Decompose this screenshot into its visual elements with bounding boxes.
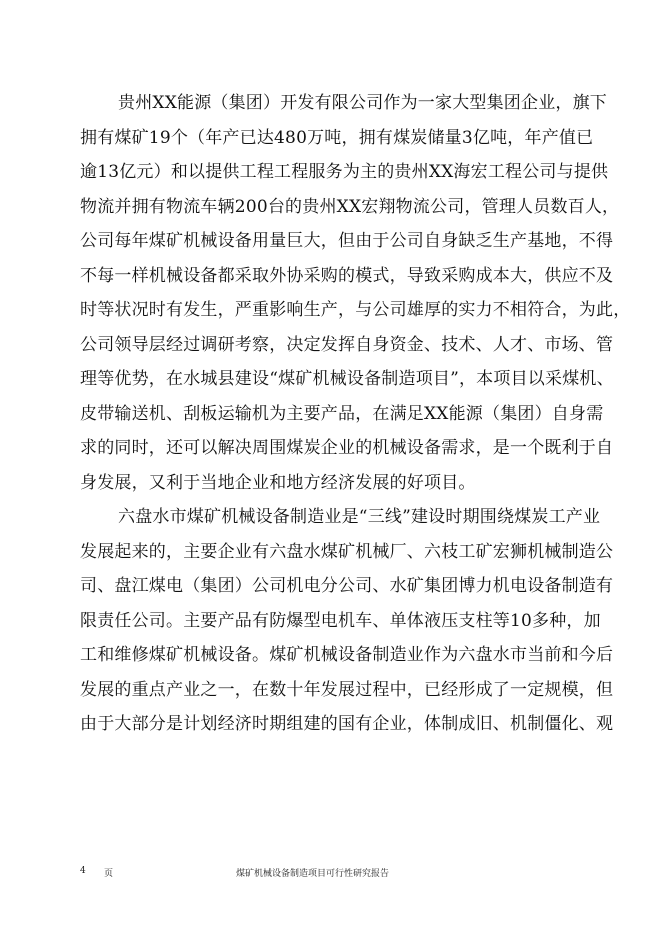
paragraph-1-line-6: 不每一样机械设备都采取外协采购的模式，导致采购成本大，供应不及: [80, 265, 614, 286]
body-text: [80, 86, 631, 742]
paragraph-2-line-1: 六盘水市煤矿机械设备制造业是“三线”建设时期围绕煤炭工产业: [118, 507, 601, 527]
paragraph-1-line-2: 拥有煤矿19个（年产已达480万吨，拥有煤炭储量3亿吨，年产值已: [80, 127, 594, 148]
paragraph-2-line-6: 发展的重点产业之一，在数十年发展过程中，已经形成了一定规模，但: [80, 679, 614, 700]
paragraph-1-line-7: 时等状况时有发生，严重影响生产，与公司雄厚的实力不相符合，为此，: [80, 300, 631, 320]
paragraph-1-line-1: 贵州XX能源（集团）开发有限公司作为一家大型集团企业，旗下: [118, 93, 608, 113]
paragraph-1-line-4: 物流并拥有物流车辆200台的贵州XX宏翔物流公司，管理人员数百人，: [80, 196, 620, 217]
footer-document-title: 煤矿机械设备制造项目可行性研究报告: [236, 869, 390, 879]
page-footer: [0, 866, 662, 886]
paragraph-2-line-4: 限责任公司。主要产品有防爆型电机车、单体液压支柱等10多种，加: [80, 610, 601, 631]
paragraph-1-line-10: 皮带输送机、刮板运输机为主要产品，在满足XX能源（集团）自身需: [80, 403, 604, 424]
footer-page-unit: 页: [104, 869, 114, 879]
paragraph-2-line-3: 司、盘江煤电（集团）公司机电分公司、水矿集团博力机电设备制造有: [80, 576, 614, 596]
paragraph-1-line-8: 公司领导层经过调研考察，决定发挥自身资金、技术、人才、市场、管: [80, 334, 614, 355]
paragraph-2-line-5: 工和维修煤矿机械设备。煤矿机械设备制造业作为六盘水市当前和今后: [80, 645, 614, 665]
paragraph-2-line-2: 发展起来的，主要企业有六盘水煤矿机械厂、六枝工矿宏狮机械制造公: [80, 541, 614, 562]
paragraph-1-line-9: 理等优势，在水城县建设“煤矿机械设备制造项目”，本项目以采煤机、: [80, 369, 614, 389]
paragraph-1-line-11: 求的同时，还可以解决周围煤炭企业的机械设备需求，是一个既利于自: [80, 438, 614, 458]
paragraph-1-line-12: 身发展，又利于当地企业和地方经济发展的好项目。: [80, 472, 476, 493]
paragraph-1-line-5: 公司每年煤矿机械设备用量巨大，但由于公司自身缺乏生产基地，不得: [80, 231, 614, 251]
footer-page-number: 4: [80, 866, 86, 876]
paragraph-2-line-7: 由于大部分是计划经济时期组建的国有企业，体制成旧、机制僵化、观: [80, 714, 614, 734]
paragraph-1-line-3: 逾13亿元）和以提供工程工程服务为主的贵州XX海宏工程公司与提供: [80, 162, 609, 182]
